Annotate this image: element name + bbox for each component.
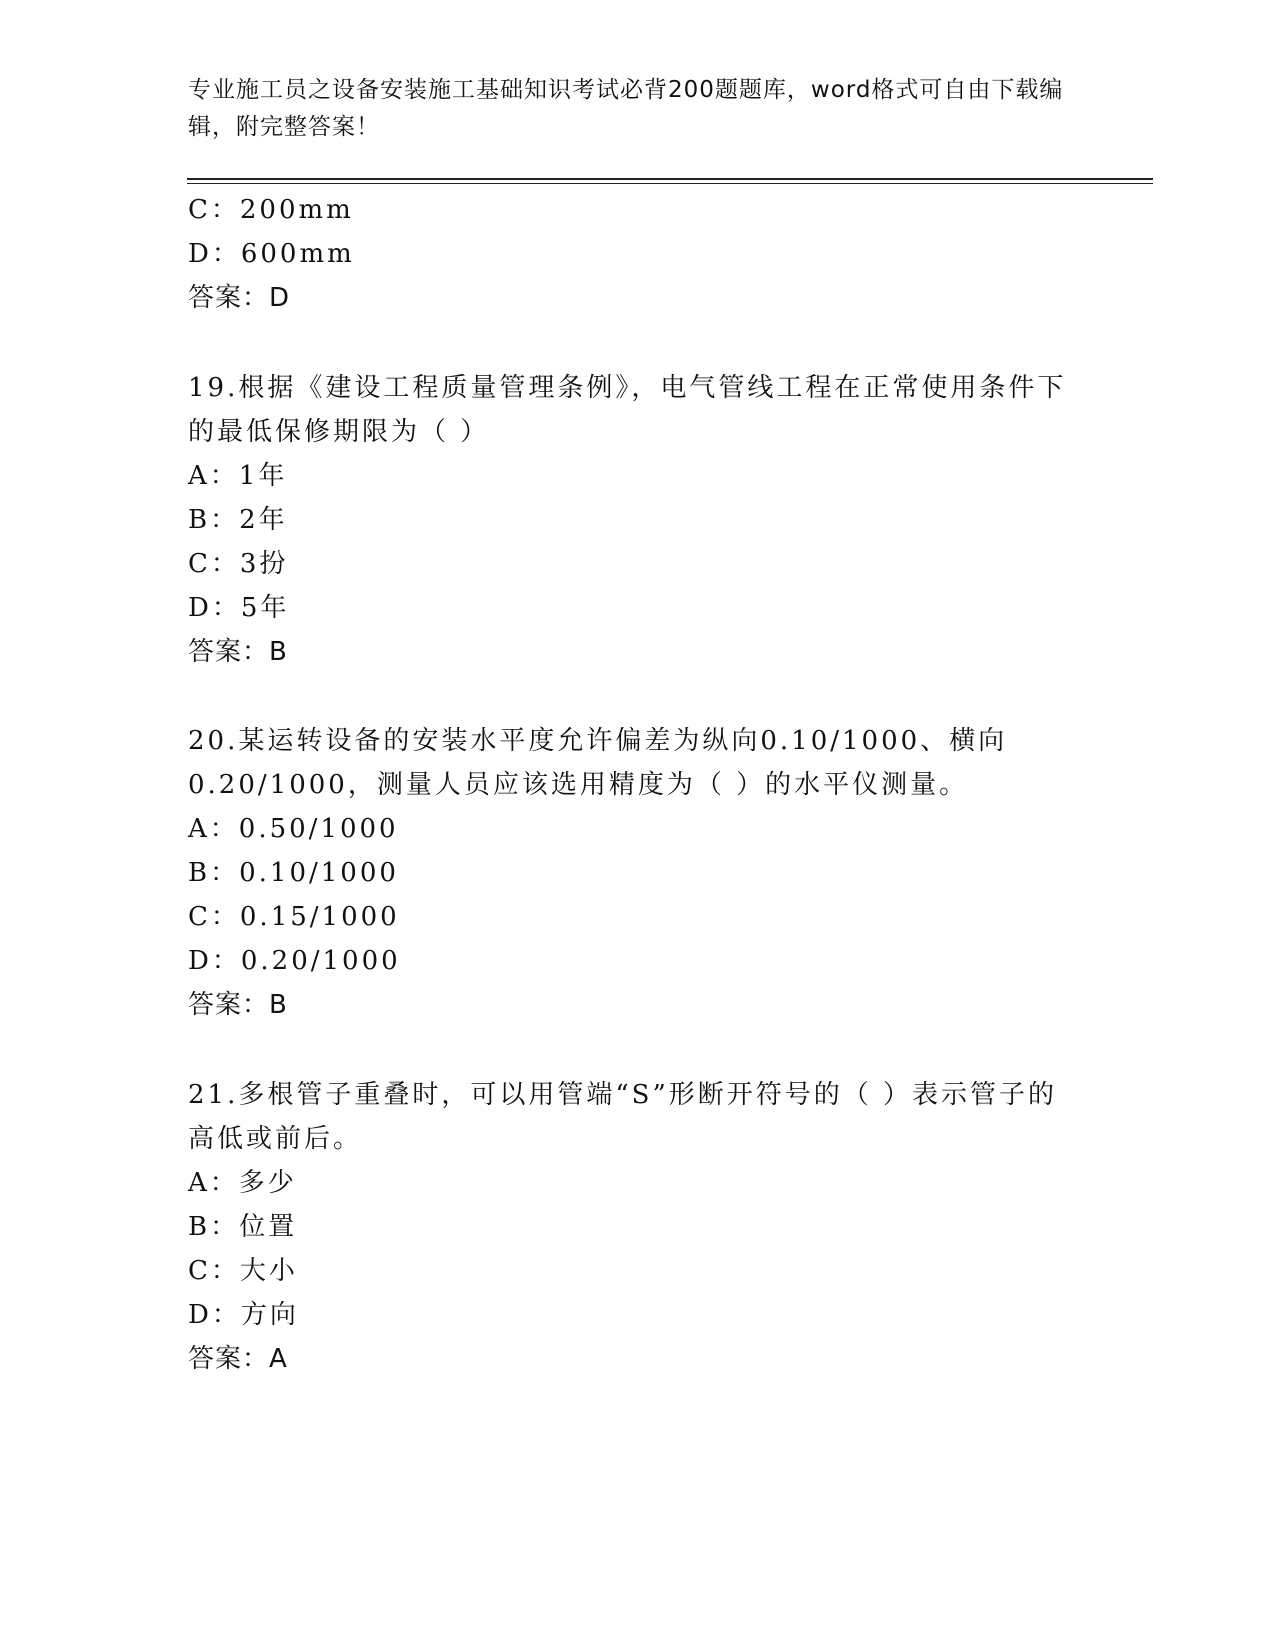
question-21-answer: 答案：A [188,1344,288,1374]
question-20-stem-line-2: 0.20/1000，测量人员应该选用精度为（ ）的水平仪测量。 [188,770,969,800]
question-19-option-a: A：1年 [188,461,288,491]
question-19-option-c: C：3扮 [188,549,289,579]
question-19-answer: 答案：B [188,637,288,667]
option-c: C：200mm [188,195,354,225]
question-20-option-d: D：0.20/1000 [188,946,401,976]
document-title: 专业施工员之设备安装施工基础知识考试必背200题题库，word格式可自由下载编辑，附完整答案！ [188,77,1064,140]
question-20-option-c: C：0.15/1000 [188,902,400,932]
question-21-stem-line-1: 21.多根管子重叠时，可以用管端“S”形断开符号的（ ）表示管子的 [188,1080,1058,1110]
question-19-option-d: D：5年 [188,593,290,623]
question-20-stem-line-1: 20.某运转设备的安装水平度允许偏差为纵向0.10/1000、横向 [188,726,1008,756]
question-19-stem-line-1: 19.根据《建设工程质量管理条例》，电气管线工程在正常使用条件下 [188,373,1067,403]
question-21-option-c: C：大小 [188,1256,298,1286]
question-20-option-b: B：0.10/1000 [188,858,399,888]
question-19-option-b: B：2年 [188,505,288,535]
header-divider [187,178,1153,184]
question-20-option-a: A：0.50/1000 [188,814,399,844]
question-21-option-d: D：方向 [188,1300,299,1330]
question-21-option-b: B：位置 [188,1212,298,1242]
question-21-stem-line-2: 高低或前后。 [188,1124,363,1154]
question-20-answer: 答案：B [188,990,288,1020]
question-19-stem-line-2: 的最低保修期限为（ ） [188,417,490,447]
question-21-option-a: A：多少 [188,1168,297,1198]
answer-line: 答案：D [188,283,291,313]
option-d: D：600mm [188,239,355,269]
